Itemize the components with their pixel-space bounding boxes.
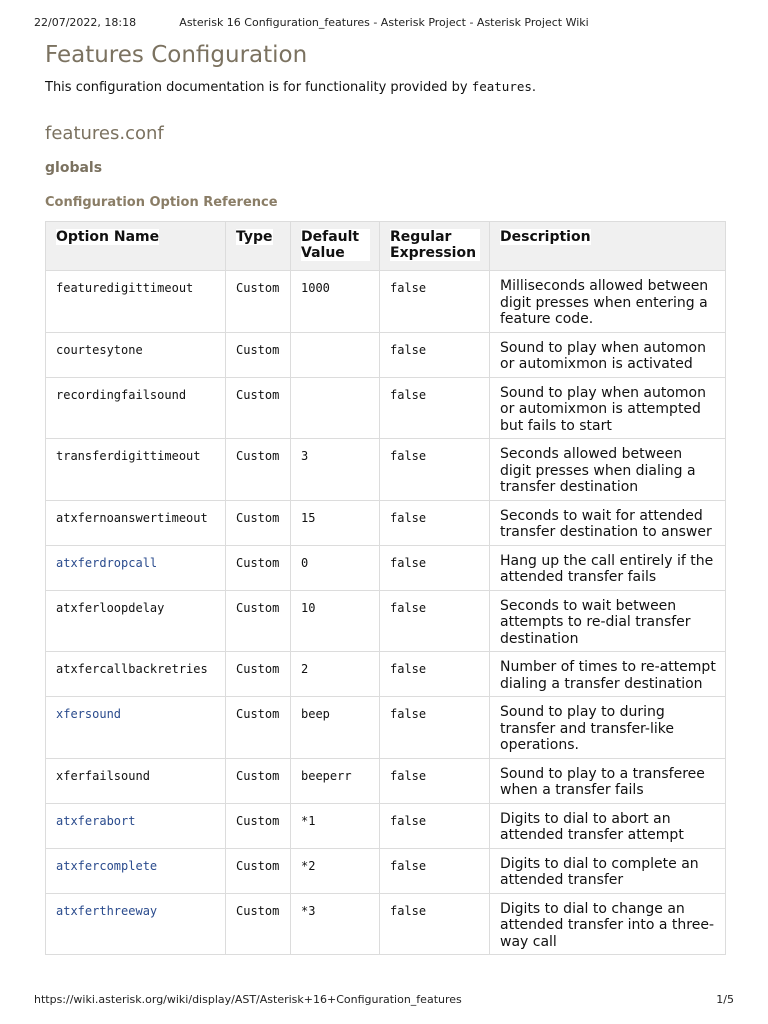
default-value-cell: 10 [291,590,380,652]
type-cell: Custom [226,271,291,333]
option-name-cell[interactable]: atxferdropcall [46,545,226,590]
table-row [46,697,726,759]
description-cell: Sound to play to during transfer and transfer-like operations. [490,697,726,759]
default-value-cell: beep [291,697,380,759]
regex-cell: false [380,803,490,848]
description-cell: Sound to play when automon or automixmon is attempted but fails to start [490,377,726,439]
header-default-value: Default Value [291,222,380,271]
type-cell: Custom [226,803,291,848]
option-name-cell[interactable]: xfersound [46,697,226,759]
table-row [46,332,726,377]
print-header [0,16,768,32]
regex-cell: false [380,500,490,545]
type-cell: Custom [226,439,291,501]
header-type: Type [226,222,291,271]
print-page-title: Asterisk 16 Configuration_features - Asterisk Project - Asterisk Project Wiki [179,16,589,29]
table-row [46,848,726,893]
regex-cell: false [380,893,490,955]
table-row [46,500,726,545]
intro-end: . [531,80,537,95]
default-value-cell: beeperr [291,758,380,803]
description-cell: Sound to play to a transferee when a transfer fails [490,758,726,803]
regex-cell: false [380,697,490,759]
table-row [46,439,726,501]
default-value-cell: *3 [291,893,380,955]
option-name-cell: courtesytone [46,332,226,377]
option-name-cell[interactable]: atxferabort [46,803,226,848]
option-name-cell: featuredigittimeout [46,271,226,333]
header-regular-expression: Regular Expression [380,222,490,271]
description-cell: Seconds to wait for attended transfer destination to answer [490,500,726,545]
page-number: 1/5 [716,993,734,1006]
default-value-cell: 3 [291,439,380,501]
regex-cell: false [380,848,490,893]
description-cell: Digits to dial to complete an attended transfer [490,848,726,893]
table-body [46,271,726,955]
print-date: 22/07/2022, 18:18 [34,16,137,29]
type-cell: Custom [226,697,291,759]
option-name-cell: recordingfailsound [46,377,226,439]
default-value-cell: 2 [291,652,380,697]
type-cell: Custom [226,377,291,439]
regex-cell: false [380,271,490,333]
description-cell: Number of times to re-attempt dialing a transfer destination [490,652,726,697]
default-value-cell: *1 [291,803,380,848]
table-row [46,545,726,590]
table-row [46,590,726,652]
table-row [46,803,726,848]
description-cell: Digits to dial to abort an attended transfer attempt [490,803,726,848]
option-name-cell: transferdigittimeout [46,439,226,501]
table-row [46,377,726,439]
description-cell: Digits to dial to change an attended transfer into a three-way call [490,893,726,955]
table-row [46,652,726,697]
description-cell: Sound to play when automon or automixmon is activated [490,332,726,377]
type-cell: Custom [226,590,291,652]
default-value-cell [291,332,380,377]
description-cell: Seconds to wait between attempts to re-dial transfer destination [490,590,726,652]
option-name-cell: atxferloopdelay [46,590,226,652]
regex-cell: false [380,377,490,439]
regex-cell: false [380,652,490,697]
file-heading: features.conf [45,123,164,144]
main-content [45,40,725,955]
header-description: Description [490,222,726,271]
options-table [45,221,726,955]
default-value-cell: 15 [291,500,380,545]
option-name-cell[interactable]: atxfercomplete [46,848,226,893]
type-cell: Custom [226,545,291,590]
regex-cell: false [380,332,490,377]
type-cell: Custom [226,848,291,893]
default-value-cell [291,377,380,439]
intro-code: features [471,79,532,94]
type-cell: Custom [226,893,291,955]
option-name-cell: atxfercallbackretries [46,652,226,697]
reference-heading: Configuration Option Reference [45,195,278,210]
option-name-cell: atxfernoanswertimeout [46,500,226,545]
type-cell: Custom [226,652,291,697]
intro-text: This configuration documentation is for functionality provided by [45,80,472,95]
type-cell: Custom [226,332,291,377]
header-option-name: Option Name [46,222,226,271]
type-cell: Custom [226,758,291,803]
option-name-cell: xferfailsound [46,758,226,803]
table-header-row [46,222,726,271]
print-url: https://wiki.asterisk.org/wiki/display/AST/Asterisk+16+Configuration_features [34,993,462,1006]
table-row [46,271,726,333]
default-value-cell: 1000 [291,271,380,333]
description-cell: Milliseconds allowed between digit presses when entering a feature code. [490,271,726,333]
regex-cell: false [380,758,490,803]
description-cell: Seconds allowed between digit presses when dialing a transfer destination [490,439,726,501]
regex-cell: false [380,590,490,652]
regex-cell: false [380,545,490,590]
regex-cell: false [380,439,490,501]
default-value-cell: 0 [291,545,380,590]
type-cell: Custom [226,500,291,545]
intro-paragraph [45,78,725,96]
description-cell: Hang up the call entirely if the attended transfer fails [490,545,726,590]
table-row [46,893,726,955]
option-name-cell[interactable]: atxferthreeway [46,893,226,955]
default-value-cell: *2 [291,848,380,893]
page-title: Features Configuration [45,42,308,68]
section-heading: globals [45,160,103,176]
table-row [46,758,726,803]
